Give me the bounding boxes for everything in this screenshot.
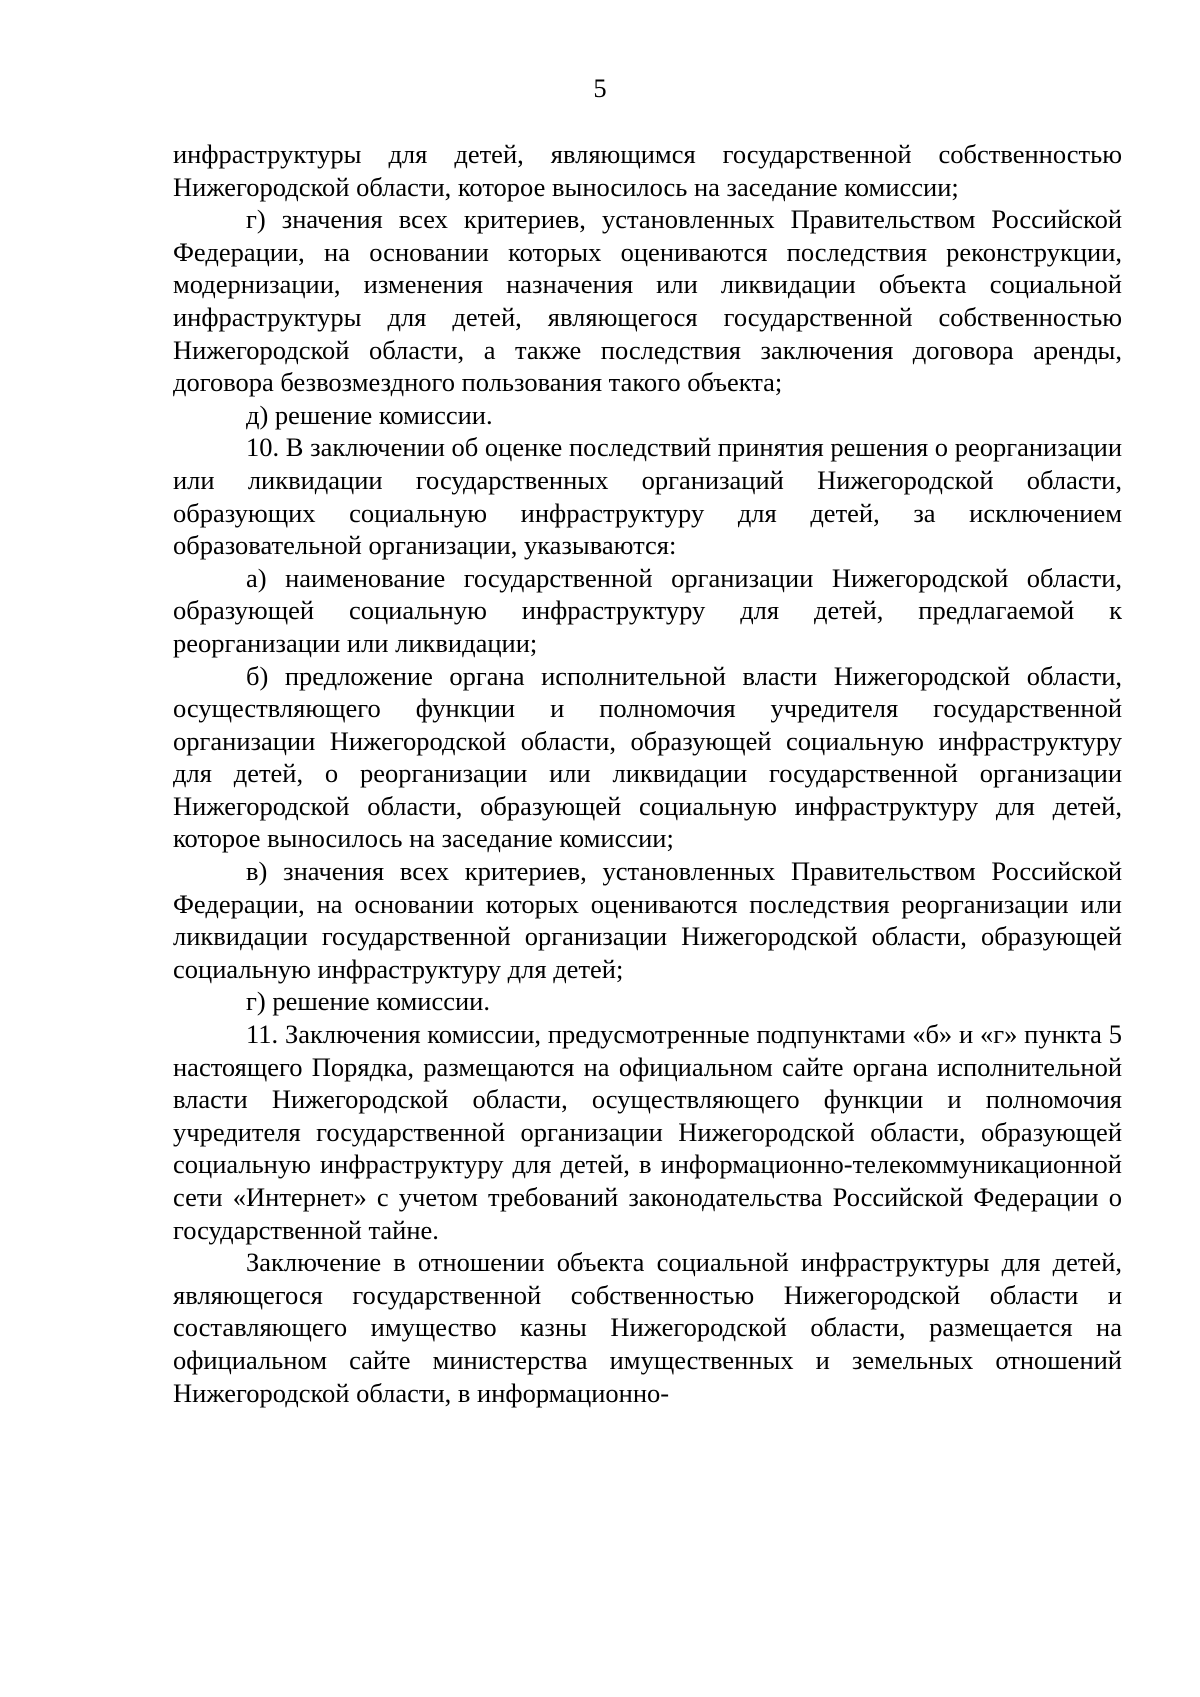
paragraph-item-a: а) наименование государственной организации Нижегородской области, образующей социальную инфраструктуру для детей, предлагаемой к реорганизации или ликвидации; [173, 562, 1122, 658]
paragraph-clause-11: 11. Заключения комиссии, предусмотренные подпунктами «б» и «г» пункта 5 настоящего Порядка, размещаются на официальном сайте органа исполнительной власти Нижегородской области, осуществляющего функции и полномочия учредителя государственной организации Нижегородской области, образующей социальную инфраструктуру для детей, в информационно-телекоммуникационной сети «Интернет» с учетом требований законодательства Российской Федерации о государственной тайне. [173, 1019, 1122, 1245]
paragraph-item-d: д) решение комиссии. [246, 399, 493, 430]
paragraph-item-v: в) значения всех критериев, установленных Правительством Российской Федерации, на основании которых оцениваются последствия реорганизации или ликвидации государственной организации Нижегородской области, образующей социальную инфраструктуру для детей; [173, 856, 1122, 984]
document-body [173, 138, 1122, 1409]
page-number: 5 [593, 73, 607, 103]
paragraph-item-g-decision: г) решение комиссии. [246, 986, 490, 1017]
paragraph-clause-10: 10. В заключении об оценке последствий принятия решения о реорганизации или ликвидации государственных организаций Нижегородской области, образующих социальную инфраструктуру для детей, за исключением образовательной организации, указываются: [173, 432, 1122, 561]
paragraph-item-g: г) значения всех критериев, установленных Правительством Российской Федерации, на основании которых оцениваются последствия реконструкции, модернизации, изменения назначения или ликвидации объекта социальной инфраструктуры для детей, являющегося государственной собственностью Нижегородской области, а также последствия заключения договора аренды, договора безвозмездного пользования такого объекта; [173, 204, 1122, 398]
paragraph-continuation: инфраструктуры для детей, являющимся государственной собственностью Нижегородской области, которое выносилось на заседание комиссии; [173, 139, 1122, 202]
paragraph-conclusion-placement: Заключение в отношении объекта социальной инфраструктуры для детей, являющегося государственной собственностью Нижегородской области и составляющего имущество казны Нижегородской области, размещается на официальном сайте министерства имущественных и земельных отношений Нижегородской области, в информационно- [173, 1247, 1122, 1408]
paragraph-item-b: б) предложение органа исполнительной власти Нижегородской области, осуществляющего функции и полномочия учредителя государственной организации Нижегородской области, образующей социальную инфраструктуру для детей, о реорганизации или ликвидации государственной организации Нижегородской области, образующей социальную инфраструктуру для детей, которое выносилось на заседание комиссии; [173, 660, 1122, 854]
